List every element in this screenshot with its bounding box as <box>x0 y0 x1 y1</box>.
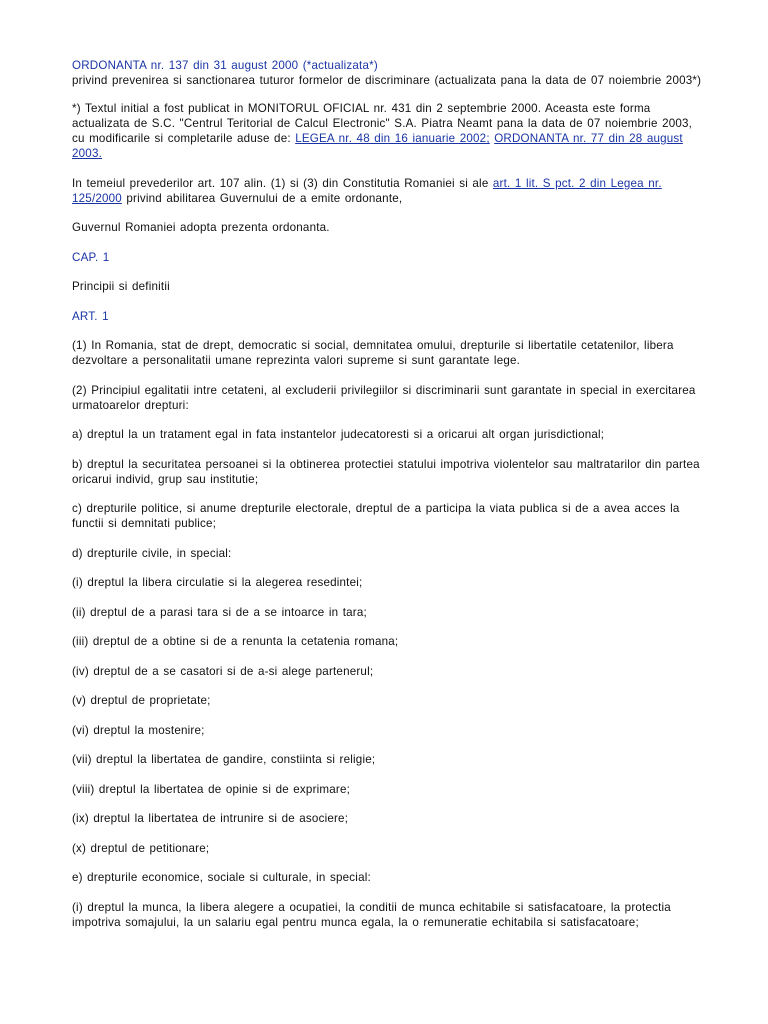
document-header <box>72 58 704 88</box>
link-legea-125-2000[interactable]: art. 1 lit. S pct. 2 din Legea nr. 125/2000 <box>72 176 662 205</box>
publication-note-text: *) Textul initial a fost publicat in MONITORUL OFICIAL nr. 431 din 2 septembrie 2000. Aceasta este forma actualizata de S.C. "Centrul Teritorial de Calcul Electronic" S.A. Piatra Neamt pana la data de 07 noiembrie 2003, cu modificarile si completarile aduse de: <box>72 102 693 145</box>
list-item: a) dreptul la un tratament egal in fata instantelor judecatoresti si a oricarui alt organ jurisdictional; <box>72 428 605 441</box>
document-body <box>72 58 704 944</box>
legal-basis-text-before: In temeiul prevederilor art. 107 alin. (1) si (3) din Constitutia Romaniei si ale <box>72 176 493 190</box>
adoption-statement: Guvernul Romaniei adopta prezenta ordonanta. <box>72 221 330 234</box>
list-item: (i) dreptul la libera circulatie si la alegerea resedintei; <box>72 576 363 589</box>
chapter-heading: CAP. 1 <box>72 250 110 264</box>
list-item: (iv) dreptul de a se casatori si de a-si alege partenerul; <box>72 664 374 678</box>
list-item: (i) dreptul la munca, la libera alegere a ocupatiei, la conditii de munca echitabile si satisfacatoare, la protectia impotriva somajului, la un salariu egal pentru munca egala, la o remuneratie echitabila si satisfacatoare; <box>72 900 671 929</box>
list-item: c) drepturile politice, si anume drepturile electorale, dreptul de a participa la viata publica si de a avea acces la functii si demnitati publice; <box>72 502 680 530</box>
legal-basis-text-after: privind abilitarea Guvernului de a emite ordonante, <box>121 191 403 205</box>
list-item: (viii) dreptul la libertatea de opinie si de exprimare; <box>72 782 351 796</box>
legal-basis <box>72 176 704 206</box>
list-item: (v) dreptul de proprietate; <box>72 694 211 707</box>
list-item: (ix) dreptul la libertatea de intrunire si de asociere; <box>72 812 349 825</box>
list-item: e) drepturile economice, sociale si culturale, in special: <box>72 871 371 884</box>
list-item: (ii) dreptul de a parasi tara si de a se intoarce in tara; <box>72 605 367 619</box>
document-title: ORDONANTA nr. 137 din 31 august 2000 (*actualizata*) <box>72 59 378 72</box>
publication-note <box>72 101 704 161</box>
list-item: (x) dreptul de petitionare; <box>72 841 210 855</box>
link-legea-48-2002[interactable]: LEGEA nr. 48 din 16 ianuarie 2002; <box>295 132 490 145</box>
list-item: (vi) dreptul la mostenire; <box>72 723 205 737</box>
article-paragraph: (2) Principiul egalitatii intre cetateni, al excluderii privilegiilor si discriminarii sunt garantate in special in exercitarea urmatoarelor drepturi: <box>72 383 696 412</box>
article-paragraph: (1) In Romania, stat de drept, democratic si social, demnitatea omului, drepturile si libertatile cetatenilor, libera dezvoltare a personalitatii umane reprezinta valori supreme si sunt garantate lege. <box>72 339 674 367</box>
list-item: d) drepturile civile, in special: <box>72 546 232 560</box>
link-ordonanta-77-2003[interactable]: ORDONANTA nr. 77 din 28 august 2003. <box>72 132 683 160</box>
chapter-title: Principii si definitii <box>72 280 170 293</box>
list-item: (iii) dreptul de a obtine si de a renunta la cetatenia romana; <box>72 635 399 648</box>
article-heading: ART. 1 <box>72 309 109 323</box>
list-item: b) dreptul la securitatea persoanei si la obtinerea protectiei statului impotriva violentelor sau maltratarilor din partea oricarui individ, grup sau institutie; <box>72 457 700 486</box>
list-item: (vii) dreptul la libertatea de gandire, constiinta si religie; <box>72 753 376 766</box>
document-subtitle: privind prevenirea si sanctionarea tuturor formelor de discriminare (actualizata pana la data de 07 noiembrie 2003*) <box>72 74 702 87</box>
